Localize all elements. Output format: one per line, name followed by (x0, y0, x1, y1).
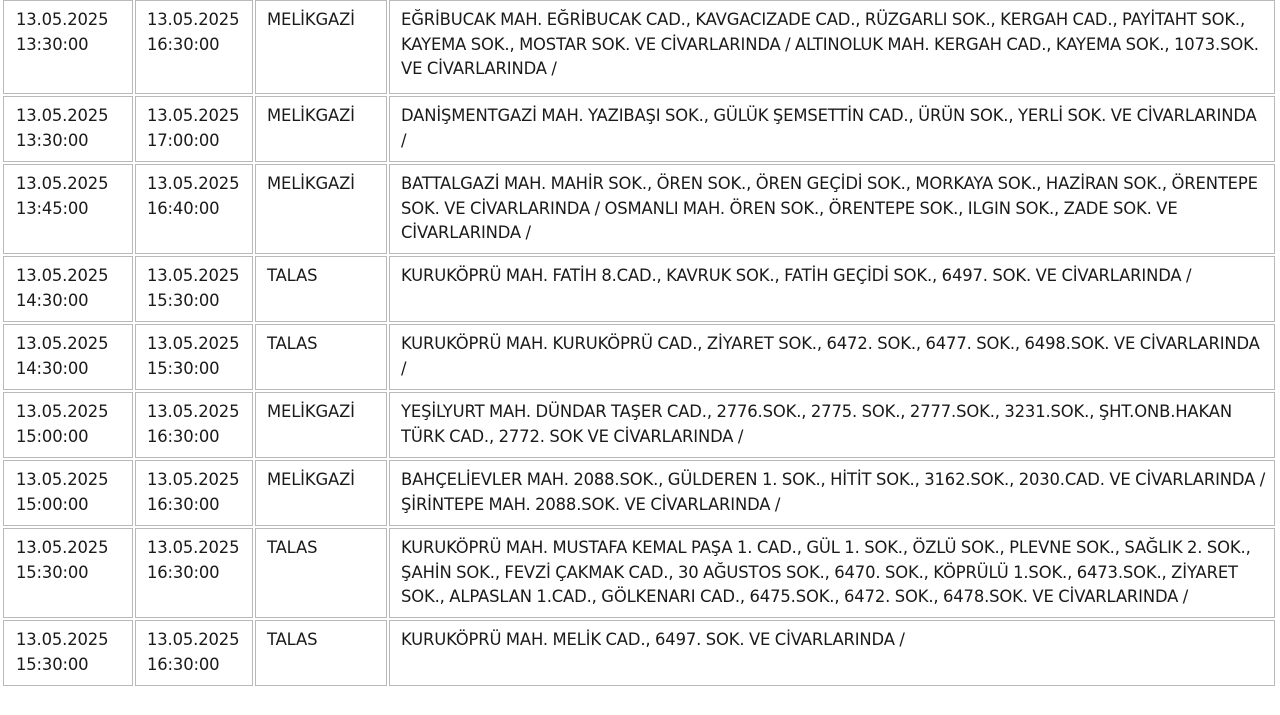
start-date: 13.05.2025 (16, 174, 109, 193)
affected-area: KURUKÖPRÜ MAH. MUSTAFA KEMAL PAŞA 1. CAD., GÜL 1. SOK., ÖZLÜ SOK., PLEVNE SOK., SAĞLIK 2. SOK., ŞAHİN SOK., FEVZİ ÇAKMAK CAD., 30 AĞUSTOS SOK., 6470. SOK., KÖPRÜLÜ 1.SOK., 6473.SOK., ZİYARET SOK., ALPASLAN 1.CAD., GÖLKENARI CAD., 6475.SOK., 6472. SOK., 6478.SOK. VE CİVARLARINDA / (401, 538, 1251, 606)
start-time: 14:30:00 (16, 290, 89, 310)
start-date: 13.05.2025 (16, 538, 109, 557)
end-time: 16:30:00 (147, 34, 220, 54)
start-date: 13.05.2025 (16, 334, 109, 353)
affected-area: KURUKÖPRÜ MAH. FATİH 8.CAD., KAVRUK SOK., FATİH GEÇİDİ SOK., 6497. SOK. VE CİVARLARINDA / (401, 266, 1192, 285)
affected-area: KURUKÖPRÜ MAH. MELİK CAD., 6497. SOK. VE CİVARLARINDA / (401, 630, 905, 649)
area-cell (389, 528, 1275, 618)
end-time: 17:00:00 (147, 130, 220, 150)
end-cell (135, 392, 253, 458)
end-date: 13.05.2025 (147, 106, 240, 125)
affected-area: BATTALGAZİ MAH. MAHİR SOK., ÖREN SOK., ÖREN GEÇİDİ SOK., MORKAYA SOK., HAZİRAN SOK., ÖRENTEPE SOK. VE CİVARLARINDA / OSMANLI MAH. ÖREN SOK., ÖRENTEPE SOK., ILGIN SOK., ZADE SOK. VE CİVARLARINDA / (401, 174, 1258, 242)
end-date: 13.05.2025 (147, 266, 240, 285)
start-time: 13:30:00 (16, 34, 89, 54)
start-cell (3, 256, 133, 322)
district-cell (255, 256, 387, 322)
start-date: 13.05.2025 (16, 266, 109, 285)
end-cell (135, 256, 253, 322)
end-cell (135, 324, 253, 390)
end-cell (135, 620, 253, 686)
start-cell (3, 324, 133, 390)
table-row (3, 528, 1275, 618)
district-name: MELİKGAZİ (267, 174, 355, 193)
start-time: 13:30:00 (16, 130, 89, 150)
end-date: 13.05.2025 (147, 402, 240, 421)
start-cell (3, 620, 133, 686)
table-row (3, 256, 1275, 322)
area-cell (389, 96, 1275, 162)
area-cell (389, 460, 1275, 526)
district-name: TALAS (267, 630, 318, 649)
end-cell (135, 0, 253, 94)
district-name: TALAS (267, 538, 318, 557)
end-time: 15:30:00 (147, 290, 220, 310)
district-cell (255, 96, 387, 162)
start-time: 15:30:00 (16, 562, 89, 582)
district-cell (255, 392, 387, 458)
affected-area: KURUKÖPRÜ MAH. KURUKÖPRÜ CAD., ZİYARET SOK., 6472. SOK., 6477. SOK., 6498.SOK. VE CİVARLARINDA / (401, 334, 1260, 378)
table-row (3, 164, 1275, 254)
area-cell (389, 256, 1275, 322)
district-cell (255, 528, 387, 618)
district-name: MELİKGAZİ (267, 470, 355, 489)
district-cell (255, 164, 387, 254)
outage-table (1, 0, 1277, 688)
end-date: 13.05.2025 (147, 10, 240, 29)
start-date: 13.05.2025 (16, 106, 109, 125)
start-time: 15:00:00 (16, 426, 89, 446)
table-row (3, 620, 1275, 686)
end-date: 13.05.2025 (147, 470, 240, 489)
table-row (3, 324, 1275, 390)
end-time: 16:40:00 (147, 198, 220, 218)
area-cell (389, 324, 1275, 390)
affected-area: BAHÇELİEVLER MAH. 2088.SOK., GÜLDEREN 1. SOK., HİTİT SOK., 3162.SOK., 2030.CAD. VE CİVARLARINDA / ŞİRİNTEPE MAH. 2088.SOK. VE CİVARLARINDA / (401, 470, 1266, 514)
start-time: 15:30:00 (16, 654, 89, 674)
end-time: 16:30:00 (147, 494, 220, 514)
end-time: 16:30:00 (147, 426, 220, 446)
end-date: 13.05.2025 (147, 538, 240, 557)
end-cell (135, 164, 253, 254)
district-cell (255, 460, 387, 526)
end-cell (135, 528, 253, 618)
start-cell (3, 460, 133, 526)
district-name: MELİKGAZİ (267, 106, 355, 125)
start-date: 13.05.2025 (16, 402, 109, 421)
end-date: 13.05.2025 (147, 630, 240, 649)
table-row (3, 96, 1275, 162)
start-cell (3, 96, 133, 162)
affected-area: YEŞİLYURT MAH. DÜNDAR TAŞER CAD., 2776.SOK., 2775. SOK., 2777.SOK., 3231.SOK., ŞHT.ONB.HAKAN TÜRK CAD., 2772. SOK VE CİVARLARINDA / (401, 402, 1232, 446)
area-cell (389, 0, 1275, 94)
start-cell (3, 392, 133, 458)
start-cell (3, 528, 133, 618)
district-name: MELİKGAZİ (267, 402, 355, 421)
district-cell (255, 0, 387, 94)
start-cell (3, 0, 133, 94)
start-date: 13.05.2025 (16, 630, 109, 649)
table-row (3, 392, 1275, 458)
district-cell (255, 324, 387, 390)
start-time: 14:30:00 (16, 358, 89, 378)
area-cell (389, 620, 1275, 686)
district-name: MELİKGAZİ (267, 10, 355, 29)
end-time: 16:30:00 (147, 562, 220, 582)
table-row (3, 460, 1275, 526)
table-body (3, 0, 1275, 686)
start-date: 13.05.2025 (16, 470, 109, 489)
district-name: TALAS (267, 334, 318, 353)
end-time: 16:30:00 (147, 654, 220, 674)
district-cell (255, 620, 387, 686)
start-date: 13.05.2025 (16, 10, 109, 29)
start-cell (3, 164, 133, 254)
start-time: 15:00:00 (16, 494, 89, 514)
table-row (3, 0, 1275, 94)
affected-area: DANİŞMENTGAZİ MAH. YAZIBAŞI SOK., GÜLÜK ŞEMSETTİN CAD., ÜRÜN SOK., YERLİ SOK. VE CİVARLARINDA / (401, 106, 1257, 150)
end-cell (135, 460, 253, 526)
affected-area: EĞRİBUCAK MAH. EĞRİBUCAK CAD., KAVGACIZADE CAD., RÜZGARLI SOK., KERGAH CAD., PAYİTAHT SOK., KAYEMA SOK., MOSTAR SOK. VE CİVARLARINDA / ALTINOLUK MAH. KERGAH CAD., KAYEMA SOK., 1073.SOK. VE CİVARLARINDA / (401, 10, 1259, 78)
start-time: 13:45:00 (16, 198, 89, 218)
district-name: TALAS (267, 266, 318, 285)
area-cell (389, 392, 1275, 458)
area-cell (389, 164, 1275, 254)
end-time: 15:30:00 (147, 358, 220, 378)
end-cell (135, 96, 253, 162)
end-date: 13.05.2025 (147, 334, 240, 353)
end-date: 13.05.2025 (147, 174, 240, 193)
